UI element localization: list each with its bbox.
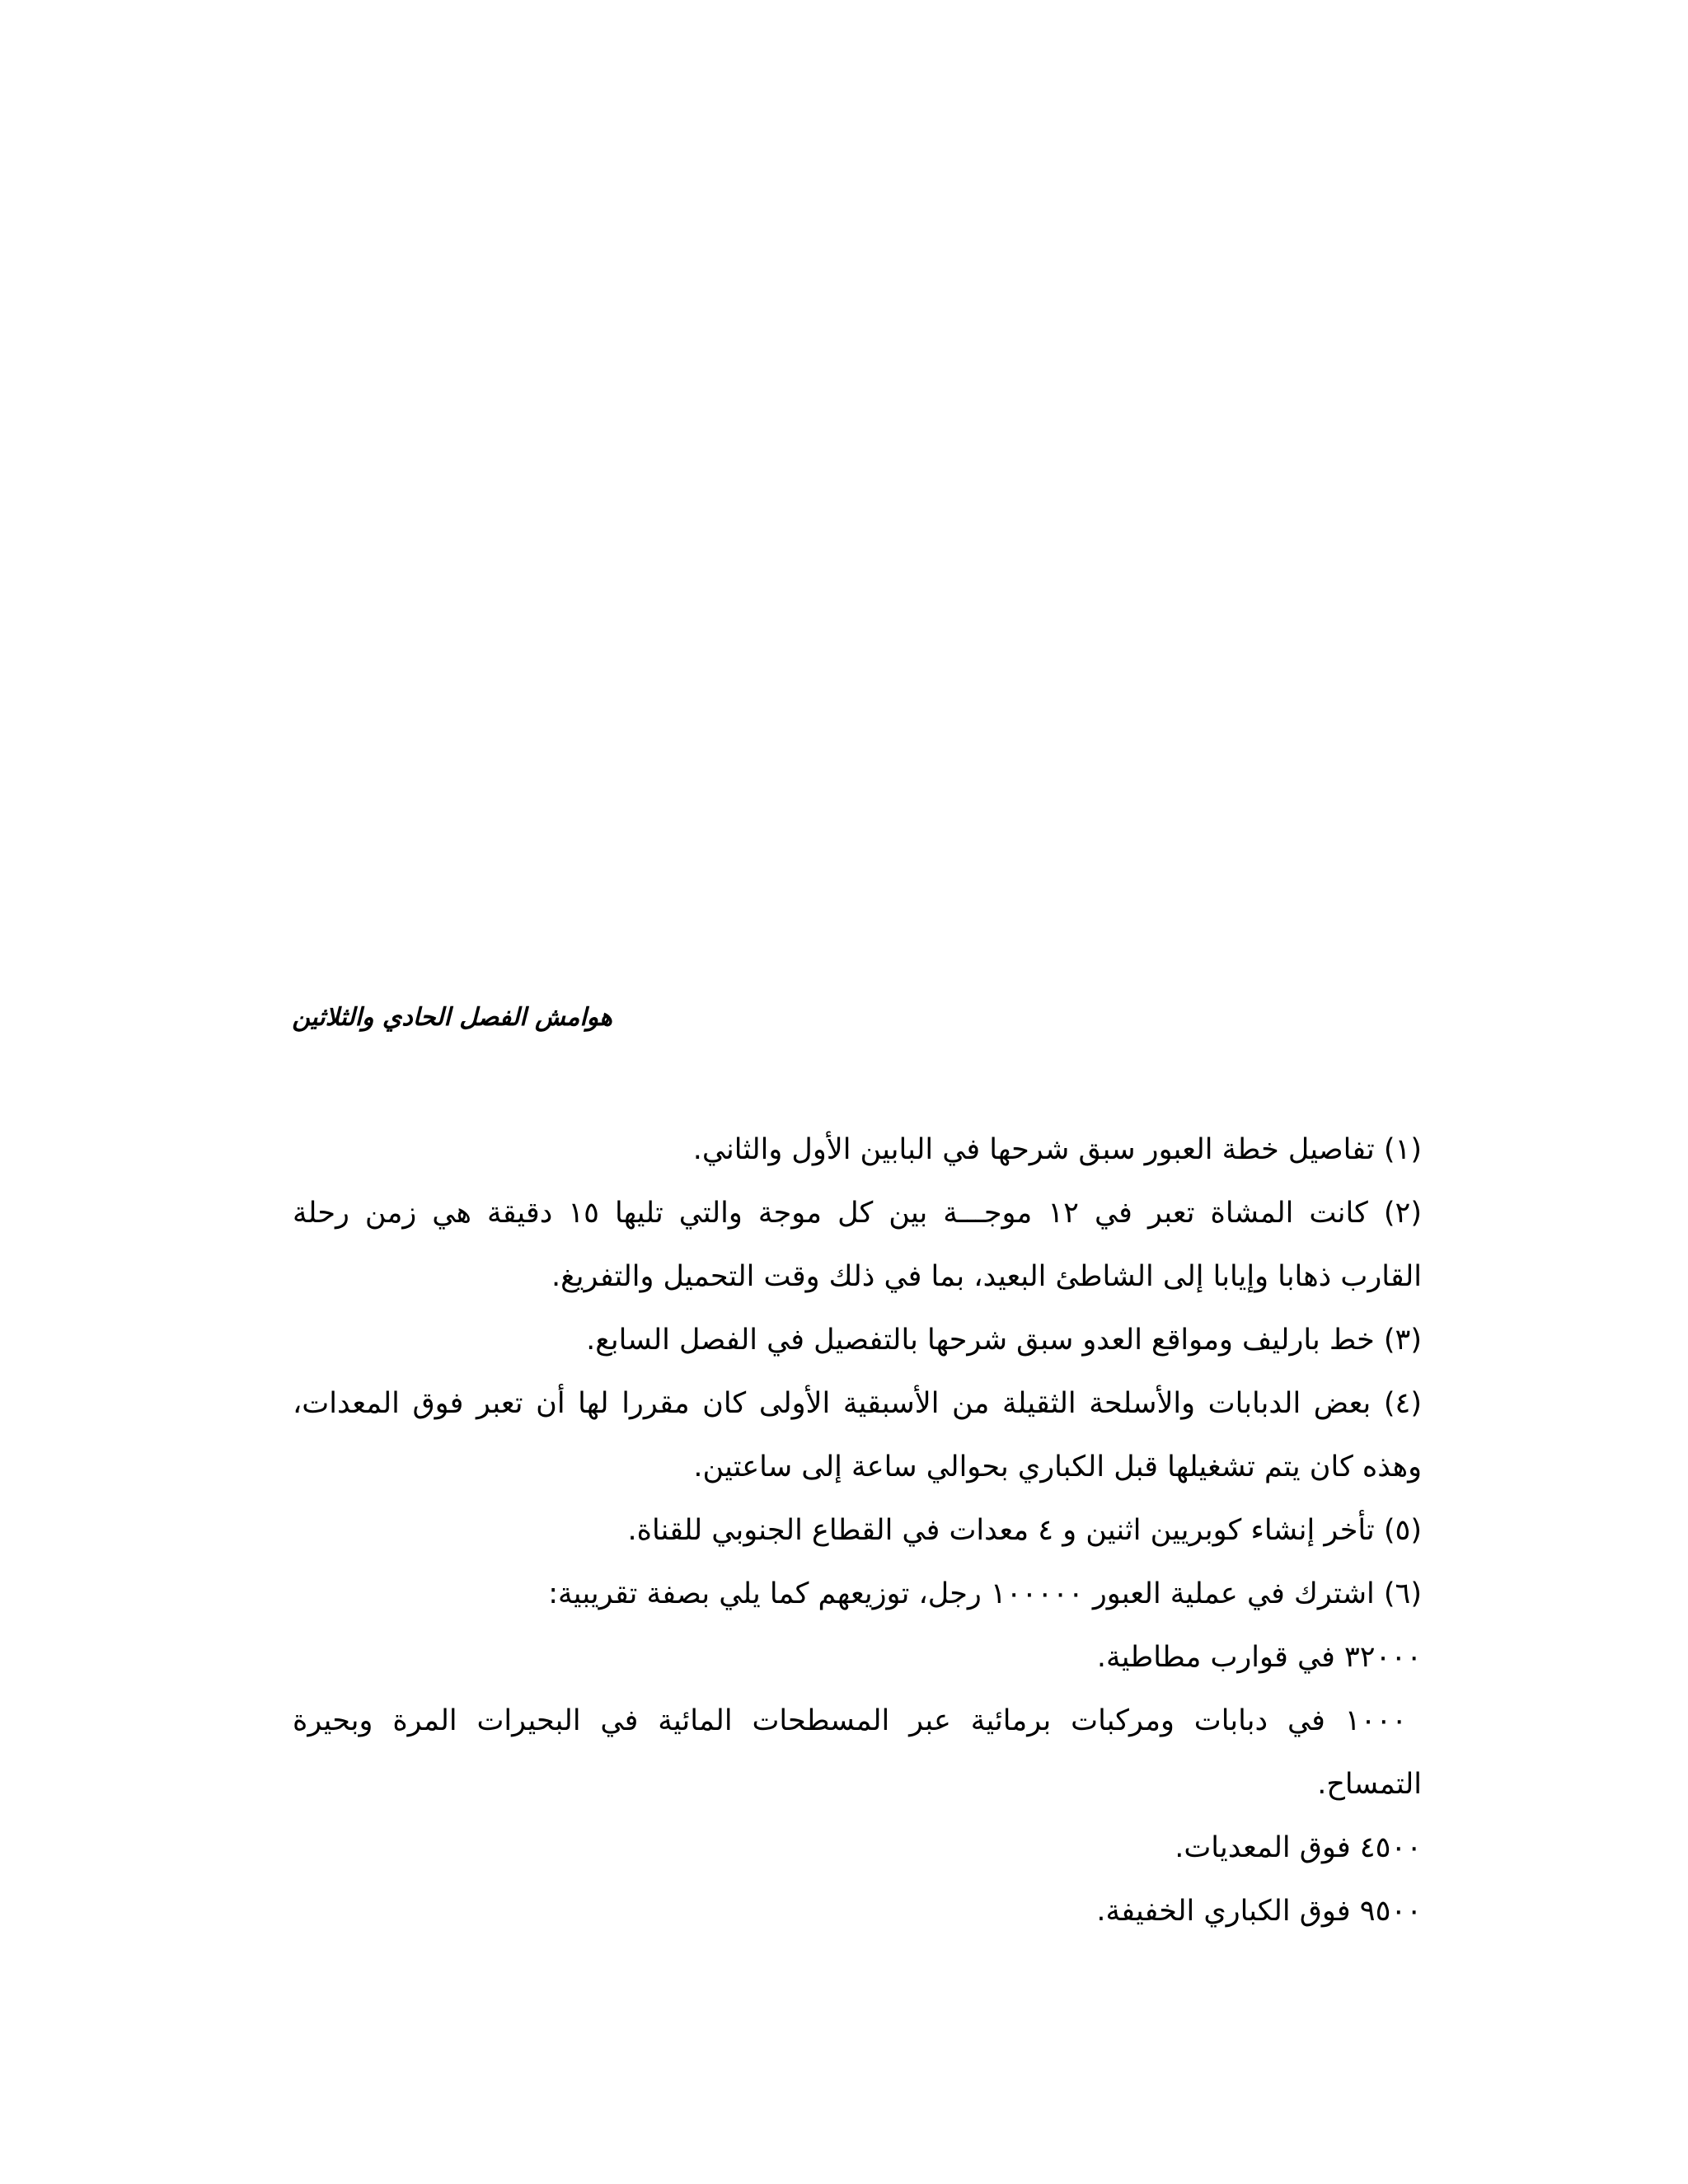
footnote-line: (٦) اشترك في عملية العبور ١٠٠٠٠٠ رجل، توزيعهم كما يلي بصفة تقريبية:	[548, 1577, 1422, 1610]
footnote-line: القارب ذهابا وإيابا إلى الشاطئ البعيد، بما في ذلك وقت التحميل والتفريغ.	[551, 1260, 1422, 1293]
footnote-line: وهذه كان يتم تشغيلها قبل الكباري بحوالي ساعة إلى ساعتين.	[693, 1451, 1422, 1483]
footnote-line: ٤٥٠٠ فوق المعديات.	[1175, 1831, 1422, 1864]
footnote-line: ٣٢٠٠٠ في قوارب مطاطية.	[1096, 1641, 1422, 1674]
footnote-line: التمساح.	[1317, 1768, 1422, 1801]
footnote-line: (٢) كانت المشاة تعبر في ١٢ موجـــة بين كل موجة والتي تليها ١٥ دقيقة هي زمن رحلة	[293, 1197, 1422, 1230]
footnote-line: (١) تفاصيل خطة العبور سبق شرحها في البابين الأول والثاني.	[692, 1133, 1422, 1166]
footnote-line: (٣) خط بارليف ومواقع العدو سبق شرحها بالتفصيل في الفصل السابع.	[586, 1324, 1422, 1357]
footnote-line: ٩٥٠٠ فوق الكباري الخفيفة.	[1096, 1895, 1422, 1928]
footnote-line: (٤) بعض الدبابات والأسلحة الثقيلة من الأسبقية الأولى كان مقررا لها أن تعبر فوق المعدات،	[293, 1387, 1422, 1420]
footnotes-list	[293, 1125, 1422, 1950]
footnote-line: ١٠٠٠ في دبابات ومركبات برمائية عبر المسطحات المائية في البحيرات المرة وبحيرة	[293, 1704, 1407, 1737]
footnotes-heading: هوامش الفصل الحادي والثلاثين	[292, 1003, 612, 1032]
footnote-line: (٥) تأخر إنشاء كوبريين اثنين و ٤ معدات في القطاع الجنوبي للقناة.	[627, 1514, 1422, 1547]
